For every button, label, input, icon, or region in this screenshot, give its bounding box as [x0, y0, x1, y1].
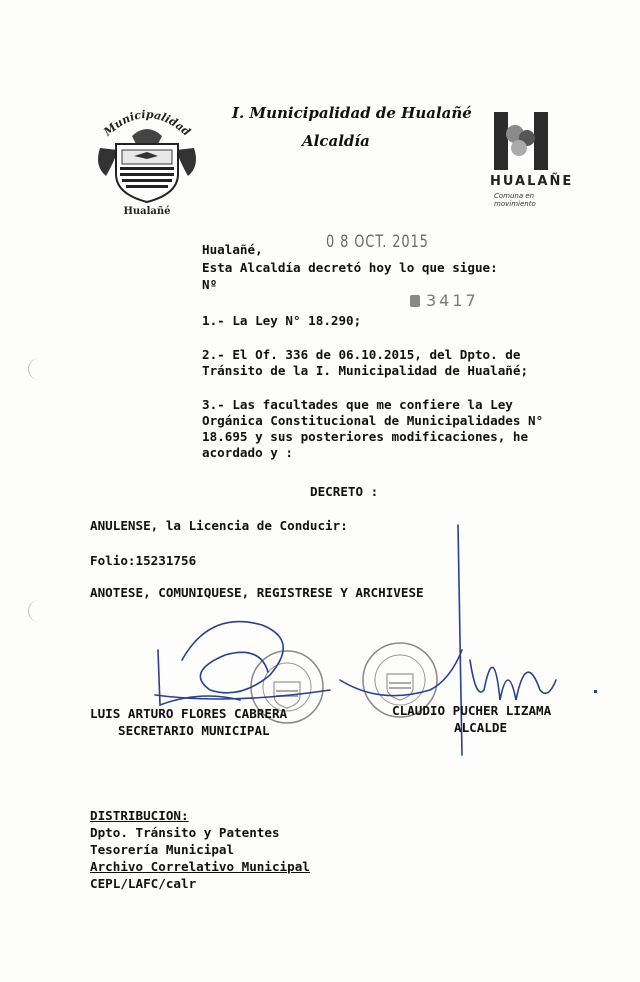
- distribution-heading: DISTRIBUCION:: [90, 808, 189, 823]
- consideration-3-line2: Orgánica Constitucional de Municipalidades N°: [202, 413, 544, 428]
- mayor-name: CLAUDIO PUCHER LIZAMA: [392, 703, 552, 718]
- seal-top-text: Municipalidad: [101, 107, 193, 139]
- seal-bottom-text: Hualañé: [123, 206, 171, 216]
- distribution-item: Tesorería Municipal: [90, 842, 235, 857]
- consideration-3-line1: 3.- Las facultades que me confiere la Ley: [202, 397, 513, 412]
- decree-heading: DECRETO :: [310, 484, 379, 499]
- consideration-3-line3: 18.695 y sus posteriores modificaciones, he: [202, 429, 529, 444]
- distribution-item: CEPL/LAFC/calr: [90, 876, 197, 891]
- consideration-3-line4: acordado y :: [202, 445, 293, 460]
- ink-dot: [594, 690, 597, 693]
- distribution-item: Dpto. Tránsito y Patentes: [90, 825, 280, 840]
- consideration-2-line2: Tránsito de la I. Municipalidad de Hualañé;: [202, 363, 529, 378]
- header-subtitle: Alcaldía: [302, 132, 370, 150]
- secretary-role: SECRETARIO MUNICIPAL: [118, 723, 270, 738]
- consideration-2-line1: 2.- El Of. 336 de 06.10.2015, del Dpto. de: [202, 347, 521, 362]
- mayor-role: ALCALDE: [454, 720, 508, 735]
- brand-name: HUALAÑE: [490, 174, 574, 189]
- header-title: I. Municipalidad de Hualañé: [232, 104, 472, 122]
- consideration-1: 1.- La Ley N° 18.290;: [202, 313, 362, 328]
- distribution-item: Archivo Correlativo Municipal: [90, 859, 310, 874]
- intro-lead: Esta Alcaldía decretó hoy lo que sigue:: [202, 260, 498, 275]
- decree-number-stamp: 3417: [426, 291, 479, 310]
- number-label: Nº: [202, 277, 218, 292]
- date-stamp: 0 8 OCT. 2015: [326, 232, 429, 252]
- decree-line-1: ANULENSE, la Licencia de Conducir:: [90, 518, 348, 533]
- brand-tagline: Comuna en movimiento: [494, 192, 536, 208]
- secretary-name: LUIS ARTURO FLORES CABRERA: [90, 706, 288, 721]
- decree-line-2: Folio:15231756: [90, 553, 197, 568]
- place-text: Hualañé,: [202, 242, 263, 257]
- decree-line-3: ANOTESE, COMUNIQUESE, REGISTRESE Y ARCHIVESE: [90, 585, 424, 600]
